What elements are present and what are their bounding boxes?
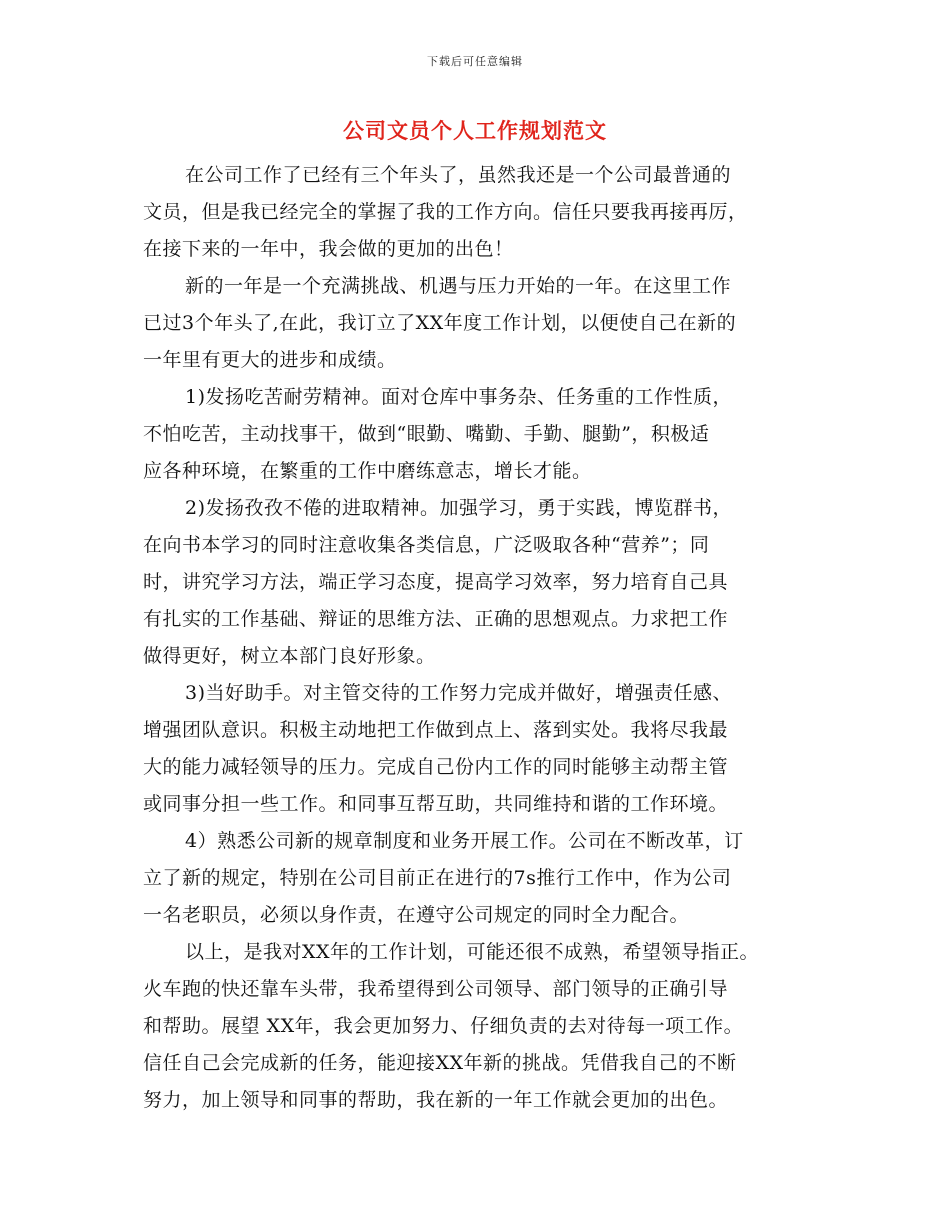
- text-line: 火车跑的快还靠车头带，我希望得到公司领导、部门领导的正确引导: [143, 978, 729, 1000]
- text-line: 以上，是我对XX年的工作计划，可能还很不成熟，希望领导指正。: [185, 941, 760, 963]
- text-line: 新的一年是一个充满挑战、机遇与压力开始的一年。在这里工作: [185, 275, 732, 297]
- text-line: 努力，加上领导和同事的帮助，我在新的一年工作就会更加的出色。: [143, 1089, 729, 1111]
- text-line: 一名老职员，必须以身作责，在遵守公司规定的同时全力配合。: [143, 904, 690, 926]
- text-line: 2)发扬孜孜不倦的进取精神。加强学习，勇于实践，博览群书，: [185, 497, 733, 519]
- text-line: 立了新的规定，特别在公司目前正在进行的7s推行工作中，作为公司: [143, 867, 732, 889]
- paragraph-1: [143, 157, 823, 268]
- text-line: 有扎实的工作基础、辩证的思维方法、正确的思想观点。力求把工作: [143, 608, 729, 630]
- paragraph-4: [143, 490, 823, 675]
- text-line: 或同事分担一些工作。和同事互帮互助，共同维持和谐的工作环境。: [143, 793, 729, 815]
- document-title: 公司文员个人工作规划范文: [343, 118, 607, 143]
- text-line: 1)发扬吃苦耐劳精神。面对仓库中事务杂、任务重的工作性质，: [185, 386, 733, 408]
- text-line: 做得更好，树立本部门良好形象。: [143, 645, 436, 667]
- text-line: 信任自己会完成新的任务，能迎接XX年新的挑战。凭借我自己的不断: [143, 1052, 737, 1074]
- text-line: 文员，但是我已经完全的掌握了我的工作方向。信任只要我再接再厉，: [143, 201, 748, 223]
- text-line: 在接下来的一年中，我会做的更加的出色！: [143, 238, 514, 260]
- text-line: 不怕吃苦，主动找事干，做到“眼勤、嘴勤、手勤、腿勤”，积极适: [143, 423, 710, 445]
- text-line: 大的能力减轻领导的压力。完成自己份内工作的同时能够主动帮主管: [143, 756, 729, 778]
- text-line: 应各种环境，在繁重的工作中磨练意志，增长才能。: [143, 460, 592, 482]
- text-line: 和帮助。展望 XX年，我会更加努力、仔细负责的去对待每一项工作。: [143, 1015, 744, 1037]
- document-body: [143, 157, 823, 1119]
- text-line: 已过3个年头了,在此，我订立了XX年度工作计划，以便使自己在新的: [143, 312, 737, 334]
- text-line: 在公司工作了已经有三个年头了，虽然我还是一个公司最普通的: [185, 164, 732, 186]
- paragraph-5: [143, 675, 823, 823]
- text-line: 增强团队意识。积极主动地把工作做到点上、落到实处。我将尽我最: [143, 719, 729, 741]
- paragraph-7: [143, 934, 823, 1119]
- paragraph-6: [143, 823, 823, 934]
- text-line: 4）熟悉公司新的规章制度和业务开展工作。公司在不断改革，订: [185, 830, 744, 852]
- text-line: 一年里有更大的进步和成绩。: [143, 349, 397, 371]
- text-line: 时，讲究学习方法，端正学习态度，提高学习效率，努力培育自己具: [143, 571, 729, 593]
- paragraph-2: [143, 268, 823, 379]
- page-header: 下载后可任意编辑: [427, 55, 523, 68]
- paragraph-3: [143, 379, 823, 490]
- text-line: 3)当好助手。对主管交待的工作努力完成并做好，增强责任感、: [185, 682, 733, 704]
- text-line: 在向书本学习的同时注意收集各类信息，广泛吸取各种“营养”；同: [143, 534, 710, 556]
